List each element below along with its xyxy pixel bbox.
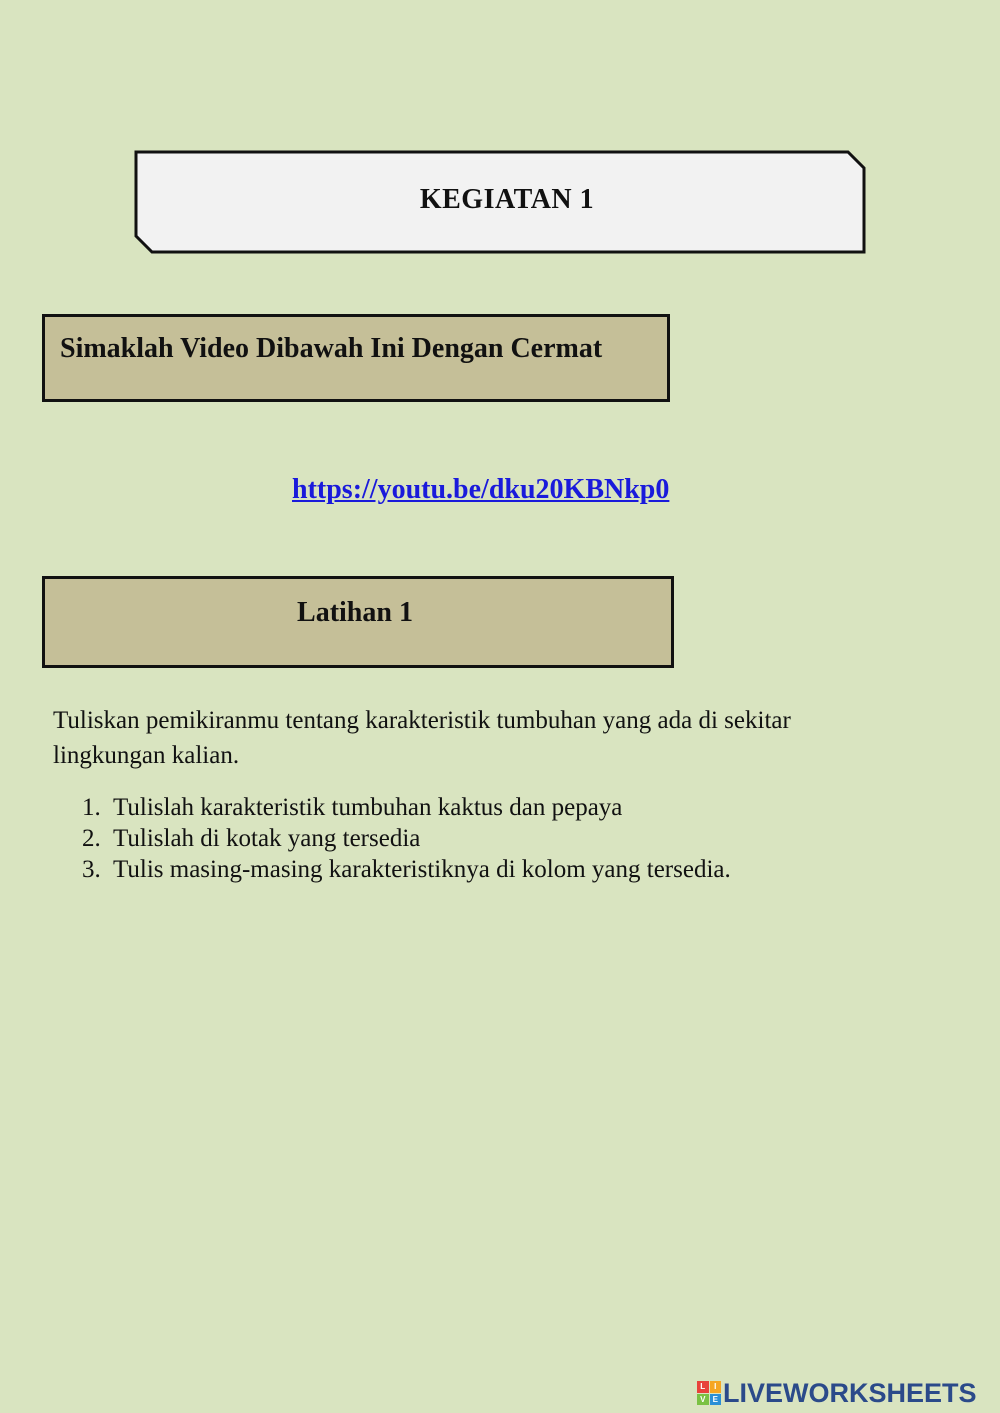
logo-text: LIVEWORKSHEETS — [723, 1377, 977, 1408]
exercise-paragraph — [53, 703, 873, 773]
instruction-box — [42, 314, 670, 402]
list-item-number: 2. — [82, 825, 101, 852]
list-item — [82, 823, 731, 854]
logo-tile: I — [710, 1381, 722, 1393]
instruction-text: Simaklah Video Dibawah Ini Dengan Cermat — [60, 333, 603, 364]
list-item-number: 3. — [82, 856, 101, 883]
list-item — [82, 792, 731, 823]
exercise-heading: Latihan 1 — [297, 597, 413, 628]
liveworksheets-logo[interactable] — [697, 1378, 977, 1408]
title-banner — [134, 150, 866, 254]
list-item-text: Tulislah di kotak yang tersedia — [113, 825, 421, 852]
page-title: KEGIATAN 1 — [419, 184, 595, 215]
exercise-heading-box — [42, 576, 674, 668]
task-list — [82, 792, 731, 885]
paragraph-line-1: Tuliskan pemikiranmu tentang karakteristik tumbuhan yang ada di sekitar — [53, 707, 791, 734]
logo-tile: L — [697, 1381, 709, 1393]
list-item-text: Tulislah karakteristik tumbuhan kaktus dan pepaya — [113, 794, 623, 821]
paragraph-line-2: lingkungan kalian. — [53, 742, 240, 769]
list-item-number: 1. — [82, 794, 101, 821]
logo-tile: E — [710, 1394, 722, 1406]
logo-tile: V — [697, 1394, 709, 1406]
list-item-text: Tulis masing-masing karakteristiknya di kolom yang tersedia. — [113, 856, 731, 883]
list-item — [82, 854, 731, 885]
video-link[interactable]: https://youtu.be/dku20KBNkp0 — [292, 474, 670, 505]
liveworksheets-logo-icon — [697, 1381, 721, 1405]
